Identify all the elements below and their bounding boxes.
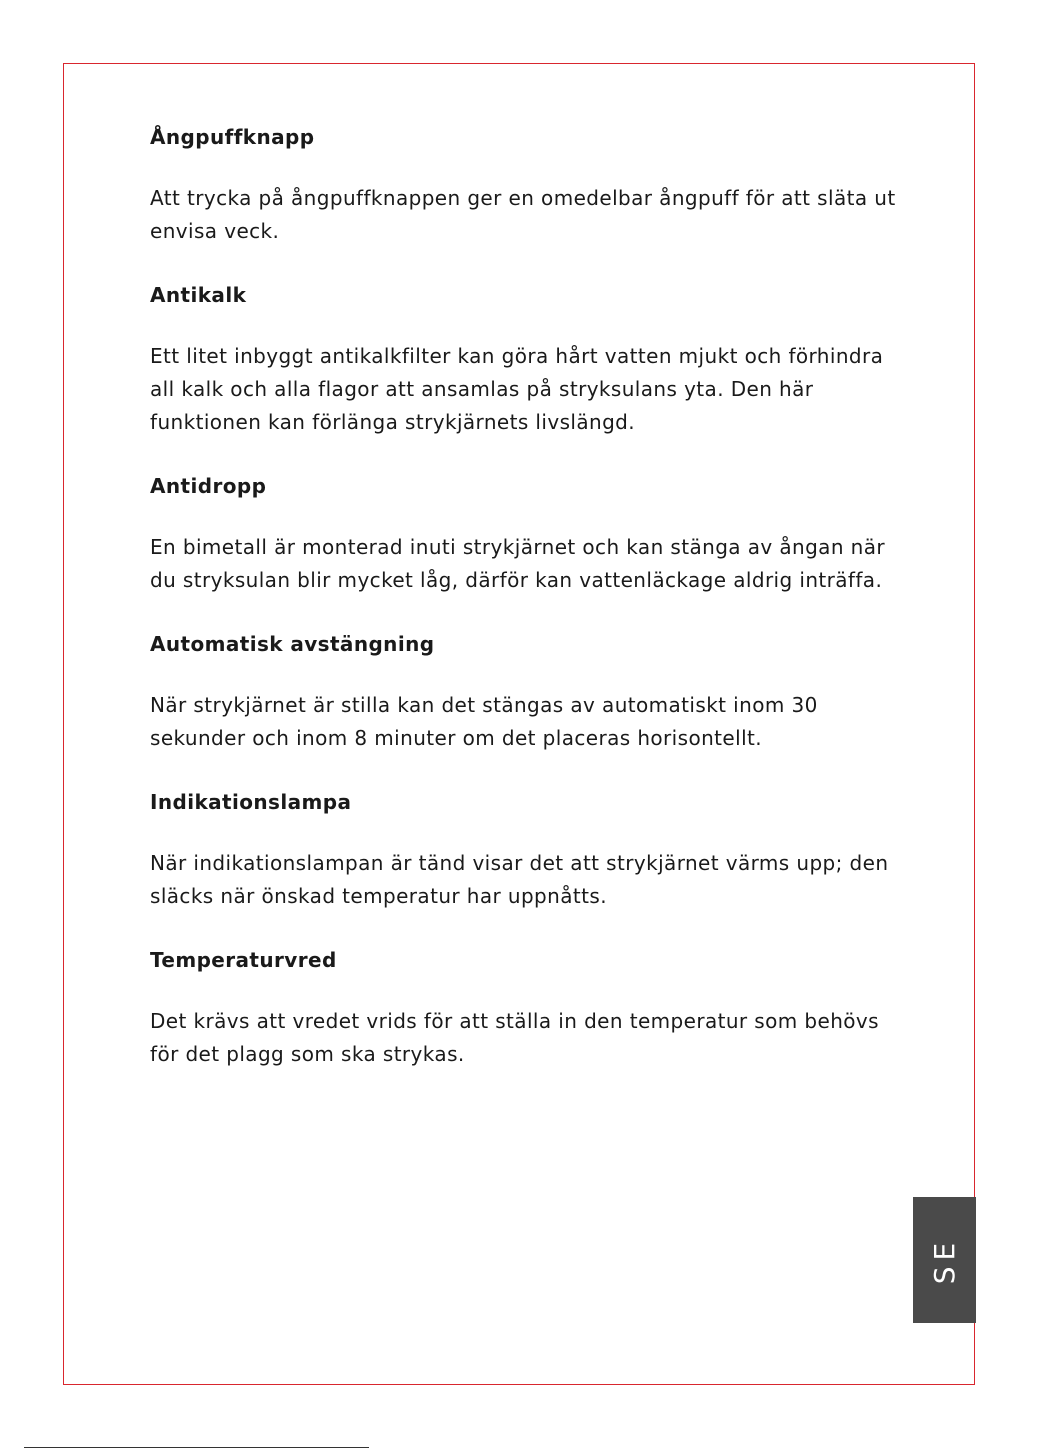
- section-heading: Antikalk: [150, 283, 247, 307]
- section-heading: Antidropp: [150, 474, 267, 498]
- section-body: När strykjärnet är stilla kan det stängas av automatiskt inom 30 sekunder och inom 8 minuter om det placeras horisontellt.: [150, 693, 818, 750]
- section-body: Ett litet inbyggt antikalkfilter kan göra hårt vatten mjukt och förhindra all kalk och alla flagor att ansamlas på stryksulans yta. Den här funktionen kan förlänga strykjärnets livslängd.: [150, 344, 884, 434]
- section-auto-shutoff: [150, 627, 910, 755]
- language-tab: [913, 1197, 976, 1323]
- section-heading: Indikationslampa: [150, 790, 352, 814]
- section-heading: Ångpuffknapp: [150, 125, 315, 149]
- section-heading: Temperaturvred: [150, 948, 337, 972]
- section-anti-drip: [150, 469, 910, 597]
- language-tab-label: SE: [928, 1236, 961, 1284]
- section-temperature-dial: [150, 943, 910, 1071]
- section-indicator-lamp: [150, 785, 910, 913]
- section-body: Det krävs att vredet vrids för att ställa in den temperatur som behövs för det plagg som ska strykas.: [150, 1009, 879, 1066]
- section-heading: Automatisk avstängning: [150, 632, 435, 656]
- section-body: Att trycka på ångpuffknappen ger en omedelbar ångpuff för att släta ut envisa veck.: [150, 186, 896, 243]
- document-content: [150, 120, 910, 1101]
- section-body: En bimetall är monterad inuti strykjärnet och kan stänga av ångan när du stryksulan blir mycket låg, därför kan vattenläckage aldrig inträffa.: [150, 535, 886, 592]
- footer-divider: [24, 1447, 369, 1448]
- section-steam-burst: [150, 120, 910, 248]
- section-anti-calc: [150, 278, 910, 439]
- section-body: När indikationslampan är tänd visar det att strykjärnet värms upp; den släcks när önskad temperatur har uppnåtts.: [150, 851, 889, 908]
